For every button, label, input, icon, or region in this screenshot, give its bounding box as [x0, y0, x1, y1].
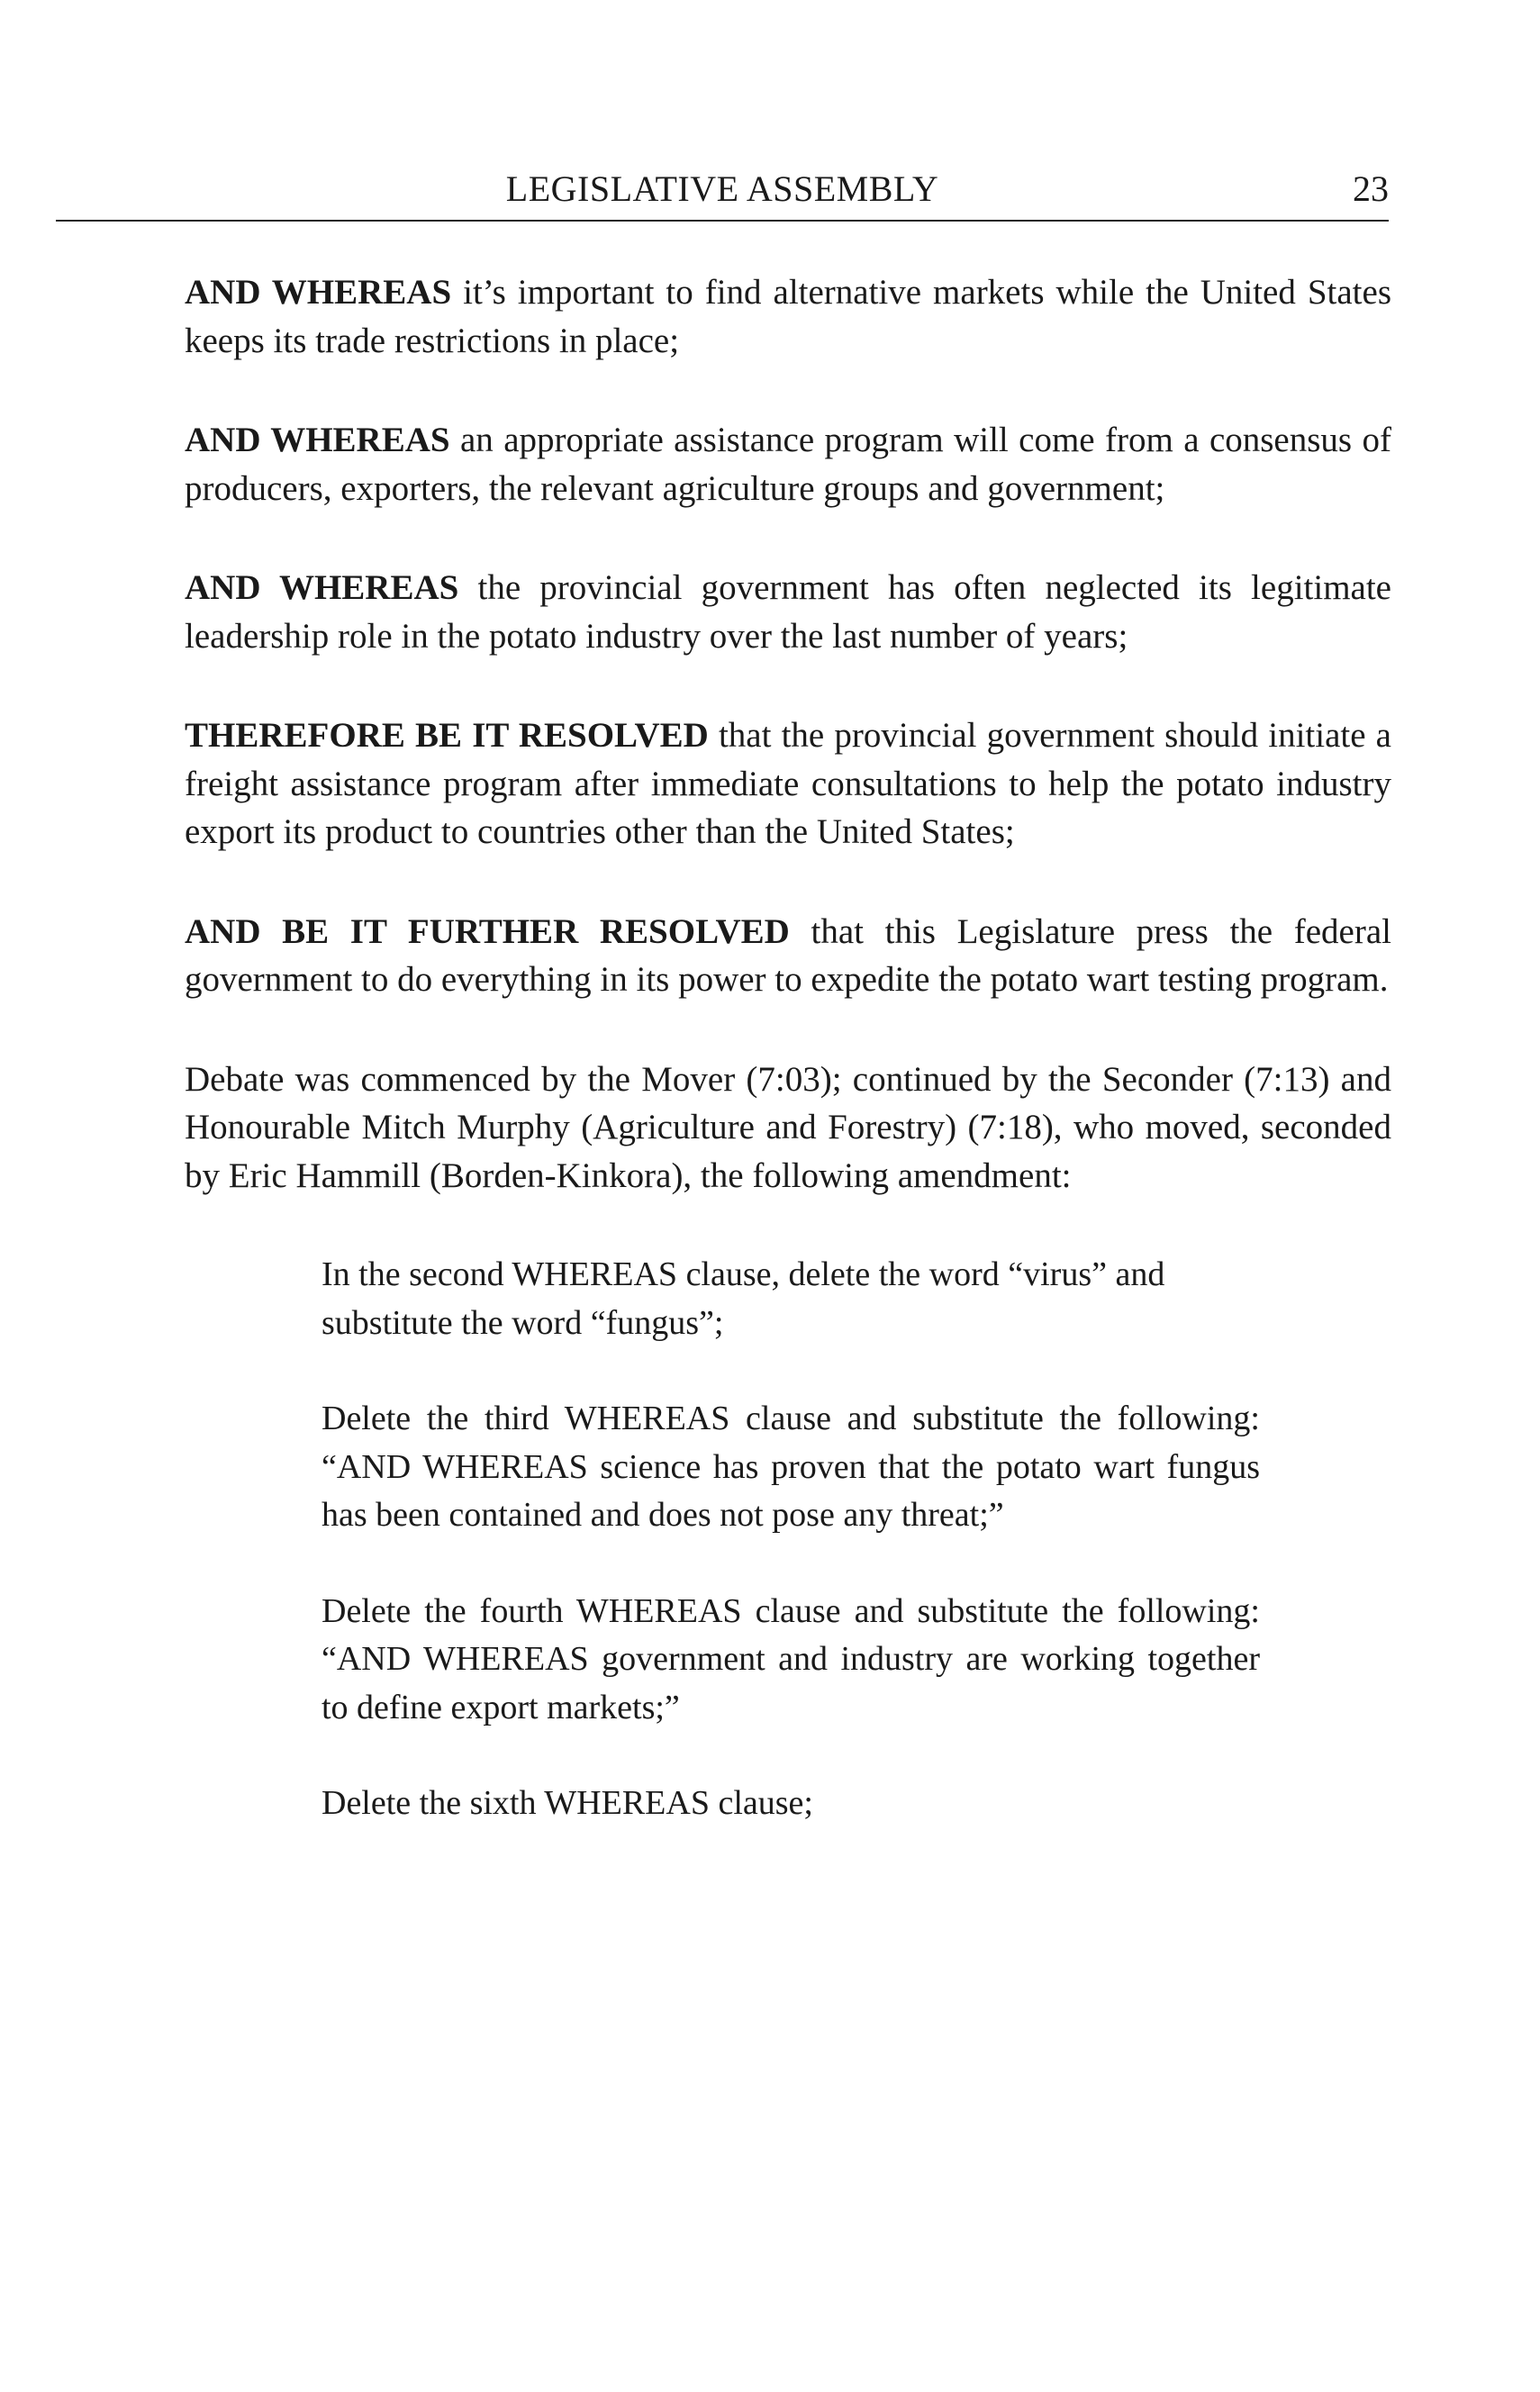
debate-paragraph: Debate was commenced by the Mover (7:03); continued by the Seconder (7:13) and Honourable Mitch Murphy (Agriculture and Forestry) (7:18), who moved, seconded by Eric Hammill (Borden-Kinkora), the following amendment: [185, 1059, 1391, 1195]
amendment-item: Delete the sixth WHEREAS clause; [322, 1784, 813, 1822]
clause-text: an appropriate assistance program will come from a consensus of producers, exporters, the relevant agriculture groups and government; [185, 421, 1391, 508]
clause-text: it’s important to find alternative markets while the United States keeps its trade restrictions in place; [185, 273, 1392, 360]
document-body [185, 268, 1391, 1876]
whereas-paragraph-3 [185, 564, 1391, 660]
resolved-paragraph [185, 711, 1391, 856]
page-number: 23 [1353, 168, 1389, 209]
clause-lead: AND BE IT FURTHER RESOLVED [185, 911, 790, 951]
amendment-item: Delete the third WHEREAS clause and substitute the following: “AND WHEREAS science has proven that the potato wart fungus has been contained and does not pose any threat;” [322, 1400, 1260, 1534]
whereas-paragraph-1 [185, 268, 1391, 365]
clause-text: that the provincial government should initiate a freight assistance program after immediate consultations to help the potato industry export its product to countries other than the United States; [185, 716, 1391, 851]
whereas-paragraph-2 [185, 416, 1391, 512]
running-title: LEGISLATIVE ASSEMBLY [505, 168, 939, 209]
clause-lead: AND WHEREAS [185, 273, 452, 312]
clause-lead: AND WHEREAS [185, 568, 459, 607]
clause-lead: THEREFORE BE IT RESOLVED [185, 716, 709, 755]
further-resolved-paragraph [185, 908, 1391, 1004]
amendment-list [322, 1251, 1260, 1828]
clause-text: that this Legislature press the federal government to do everything in its power to expedite the potato wart testing program. [185, 911, 1391, 999]
clause-text: the provincial government has often neglected its legitimate leadership role in the potato industry over the last number of years; [185, 568, 1391, 656]
amendment-item: In the second WHEREAS clause, delete the word “virus” and substitute the word “fungus”; [322, 1255, 1165, 1342]
page-header [56, 164, 1389, 222]
clause-lead: AND WHEREAS [185, 421, 450, 459]
amendment-item: Delete the fourth WHEREAS clause and substitute the following: “AND WHEREAS government and industry are working together to define export markets;” [322, 1591, 1260, 1726]
